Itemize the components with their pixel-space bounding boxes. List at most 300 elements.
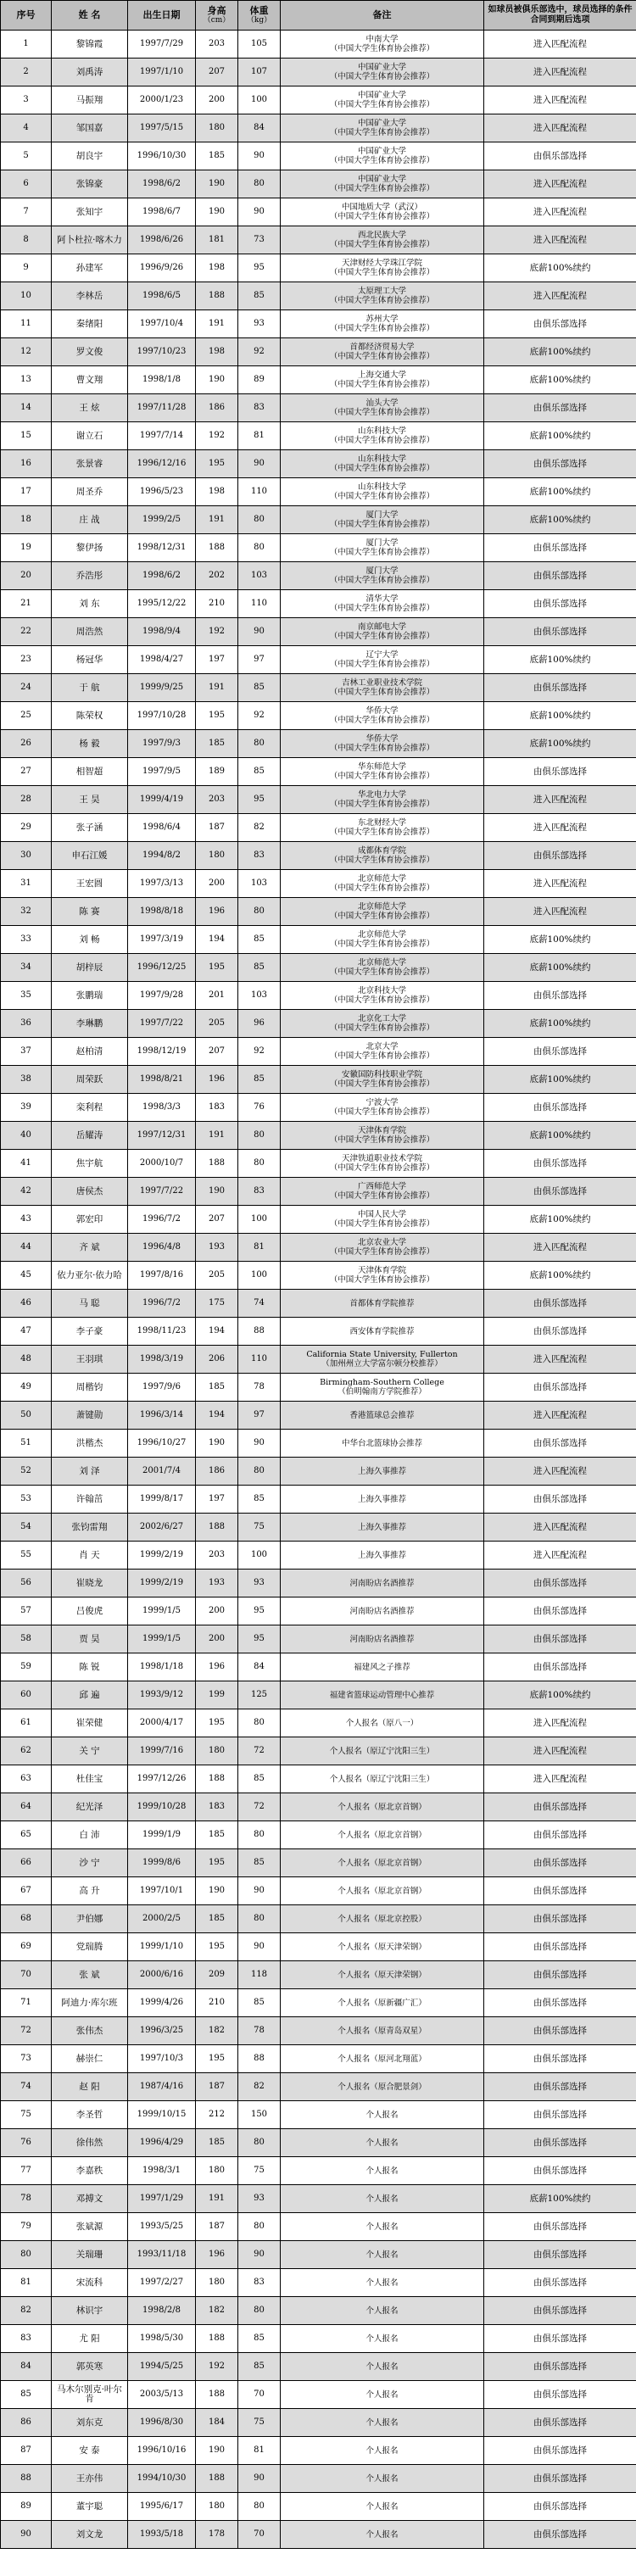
weight-value: 80	[238, 2129, 281, 2157]
note-cell	[281, 1122, 484, 1150]
note-cell	[281, 646, 484, 674]
note-cell	[281, 2157, 484, 2185]
contract-option: 底薪100%续约	[484, 1066, 636, 1094]
row-number: 38	[1, 1066, 52, 1094]
row-number: 70	[1, 1961, 52, 1989]
note-line-1: 中国矿业大学	[357, 91, 406, 100]
contract-option: 底薪100%续约	[484, 730, 636, 758]
contract-option: 底薪100%续约	[484, 1206, 636, 1234]
height-value: 188	[196, 282, 238, 310]
row-number: 48	[1, 1346, 52, 1374]
height-value: 195	[196, 954, 238, 982]
weight-value: 90	[238, 1877, 281, 1905]
note-cell	[281, 674, 484, 702]
weight-value: 90	[238, 2465, 281, 2493]
weight-value: 82	[238, 2073, 281, 2101]
row-number: 53	[1, 1486, 52, 1514]
note-line-2: （中国大学生体育协会推荐）	[329, 632, 435, 641]
height-value: 200	[196, 86, 238, 114]
note-line-1: 个人报名	[365, 2278, 399, 2288]
contract-option: 由俱乐部选择	[484, 758, 636, 786]
table-row	[1, 114, 636, 142]
weight-value: 83	[238, 842, 281, 870]
weight-value: 95	[238, 786, 281, 814]
player-name: 张子涵	[52, 814, 128, 842]
player-name: 李林岳	[52, 282, 128, 310]
row-number: 21	[1, 590, 52, 618]
note-line-1: 个人报名	[365, 2194, 399, 2204]
player-name: 纪光泽	[52, 1793, 128, 1821]
row-number: 36	[1, 1010, 52, 1038]
height-value: 181	[196, 226, 238, 254]
row-number: 14	[1, 394, 52, 422]
player-name: 唐侯杰	[52, 1178, 128, 1206]
note-cell	[281, 338, 484, 366]
contract-option: 底薪100%续约	[484, 954, 636, 982]
weight-value: 85	[238, 926, 281, 954]
contract-option: 由俱乐部选择	[484, 1318, 636, 1346]
birth-date: 1997/10/23	[128, 338, 196, 366]
note-line-2: （伯明翰南方学院推荐）	[338, 1387, 427, 1397]
height-value: 200	[196, 1597, 238, 1625]
row-number: 74	[1, 2073, 52, 2101]
player-name: 阿卜杜拉·喀木力	[52, 226, 128, 254]
header-height	[196, 1, 238, 31]
birth-date: 1987/4/16	[128, 2073, 196, 2101]
player-name: 林识宇	[52, 2297, 128, 2325]
player-name: 周浩然	[52, 618, 128, 646]
note-line-1: 西安体育学院推荐	[349, 1326, 415, 1336]
height-value: 182	[196, 2017, 238, 2045]
note-cell	[281, 59, 484, 86]
row-number: 54	[1, 1514, 52, 1542]
contract-option: 进入匹配流程	[484, 898, 636, 926]
birth-date: 1996/7/2	[128, 1206, 196, 1234]
weight-value: 97	[238, 646, 281, 674]
note-line-1: 河南盼店名酒推荐	[349, 1606, 415, 1616]
height-value: 194	[196, 1402, 238, 1430]
note-line-1: 香港篮球总会推荐	[349, 1410, 415, 1420]
birth-date: 1996/9/26	[128, 254, 196, 282]
birth-date: 1999/2/19	[128, 1542, 196, 1570]
note-cell	[281, 2185, 484, 2213]
note-line-1: 个人报名（原天津荣钢）	[338, 1942, 427, 1952]
table-row	[1, 1542, 636, 1570]
header-note: 备注	[281, 1, 484, 31]
note-cell	[281, 1374, 484, 1402]
height-value: 197	[196, 1486, 238, 1514]
table-row	[1, 898, 636, 926]
note-cell	[281, 478, 484, 506]
contract-option: 由俱乐部选择	[484, 1989, 636, 2017]
header-dob: 出生日期	[128, 1, 196, 31]
header-row	[1, 1, 636, 31]
birth-date: 2001/7/4	[128, 1458, 196, 1486]
table-row	[1, 2213, 636, 2241]
row-number: 3	[1, 86, 52, 114]
note-cell	[281, 1038, 484, 1066]
weight-value: 78	[238, 2017, 281, 2045]
weight-value: 80	[238, 1905, 281, 1933]
player-name: 栾利程	[52, 1094, 128, 1122]
weight-value: 110	[238, 478, 281, 506]
weight-value: 90	[238, 142, 281, 170]
note-line-2: （中国大学生体育协会推荐）	[329, 464, 435, 473]
height-value: 191	[196, 506, 238, 534]
weight-value: 74	[238, 1290, 281, 1318]
birth-date: 1996/7/2	[128, 1290, 196, 1318]
player-name: 崔荣健	[52, 1709, 128, 1737]
note-line-2: （中国大学生体育协会推荐）	[329, 324, 435, 333]
birth-date: 1999/2/5	[128, 506, 196, 534]
note-cell	[281, 842, 484, 870]
birth-date: 2002/6/27	[128, 1514, 196, 1542]
note-cell	[281, 2353, 484, 2381]
weight-value: 84	[238, 114, 281, 142]
height-value: 186	[196, 1458, 238, 1486]
note-line-1: 个人报名	[365, 2445, 399, 2456]
note-cell	[281, 1989, 484, 2017]
contract-option: 底薪100%续约	[484, 366, 636, 394]
height-value: 207	[196, 59, 238, 86]
birth-date: 1999/10/15	[128, 2101, 196, 2129]
birth-date: 1997/8/16	[128, 1262, 196, 1290]
birth-date: 1997/12/26	[128, 1765, 196, 1793]
note-line-2: （中国大学生体育协会推荐）	[329, 492, 435, 501]
note-line-1: 个人报名（原北京首钢）	[338, 1886, 427, 1896]
table-row	[1, 1933, 636, 1961]
birth-date: 1998/5/30	[128, 2325, 196, 2353]
note-cell	[281, 2381, 484, 2409]
birth-date: 1997/3/13	[128, 870, 196, 898]
player-name: 宋流科	[52, 2269, 128, 2297]
weight-value: 85	[238, 2353, 281, 2381]
row-number: 19	[1, 534, 52, 562]
table-row	[1, 954, 636, 982]
weight-value: 82	[238, 814, 281, 842]
row-number: 46	[1, 1290, 52, 1318]
player-name: 李子豪	[52, 1318, 128, 1346]
note-line-2: （中国大学生体育协会推荐）	[329, 995, 435, 1005]
row-number: 76	[1, 2129, 52, 2157]
row-number: 65	[1, 1821, 52, 1849]
note-line-2: （中国大学生体育协会推荐）	[329, 1135, 435, 1145]
note-cell	[281, 1765, 484, 1793]
note-cell	[281, 1653, 484, 1681]
table-row	[1, 2493, 636, 2521]
table-row	[1, 1010, 636, 1038]
note-line-1: 天津体育学院	[357, 1266, 406, 1275]
birth-date: 1999/1/10	[128, 1933, 196, 1961]
weight-value: 110	[238, 1346, 281, 1374]
contract-option: 底薪100%续约	[484, 338, 636, 366]
note-line-1: 北京师范大学	[357, 902, 406, 912]
note-line-1: 个人报名	[365, 2166, 399, 2176]
table-row	[1, 646, 636, 674]
birth-date: 1998/1/8	[128, 366, 196, 394]
note-line-1: 宁波大学	[365, 1098, 399, 1107]
note-cell	[281, 814, 484, 842]
height-value: 201	[196, 982, 238, 1010]
table-row	[1, 478, 636, 506]
birth-date: 1996/10/30	[128, 142, 196, 170]
contract-option: 进入匹配流程	[484, 870, 636, 898]
row-number: 82	[1, 2297, 52, 2325]
contract-option: 底薪100%续约	[484, 1010, 636, 1038]
table-row	[1, 1570, 636, 1597]
table-row	[1, 2185, 636, 2213]
row-number: 42	[1, 1178, 52, 1206]
note-line-1: 南京邮电大学	[357, 622, 406, 632]
header-height-unit: （cm）	[203, 16, 231, 25]
note-cell	[281, 86, 484, 114]
contract-option: 由俱乐部选择	[484, 2045, 636, 2073]
weight-value: 80	[238, 1122, 281, 1150]
height-value: 175	[196, 1290, 238, 1318]
birth-date: 1997/10/1	[128, 1877, 196, 1905]
table-row	[1, 170, 636, 198]
height-value: 182	[196, 2297, 238, 2325]
weight-value: 80	[238, 2493, 281, 2521]
note-line-2: （中国大学生体育协会推荐）	[329, 212, 435, 221]
birth-date: 1993/9/12	[128, 1681, 196, 1709]
note-line-2: （中国大学生体育协会推荐）	[329, 716, 435, 725]
weight-value: 81	[238, 1234, 281, 1262]
row-number: 10	[1, 282, 52, 310]
note-line-1: 华东师范大学	[357, 762, 406, 772]
table-row	[1, 310, 636, 338]
note-line-2: （中国大学生体育协会推荐）	[329, 128, 435, 137]
row-number: 26	[1, 730, 52, 758]
contract-option: 进入匹配流程	[484, 786, 636, 814]
note-line-2: （中国大学生体育协会推荐）	[329, 912, 435, 921]
birth-date: 1998/3/1	[128, 2157, 196, 2185]
height-value: 183	[196, 1094, 238, 1122]
player-name: 张鹏瑞	[52, 982, 128, 1010]
weight-value: 81	[238, 422, 281, 450]
note-line-1: 个人报名	[365, 2361, 399, 2372]
note-cell	[281, 1430, 484, 1458]
height-value: 184	[196, 2409, 238, 2437]
note-line-2: （中国大学生体育协会推荐）	[329, 576, 435, 585]
note-line-1: 个人报名	[365, 2529, 399, 2540]
contract-option: 底薪100%续约	[484, 422, 636, 450]
note-line-2: （中国大学生体育协会推荐）	[329, 660, 435, 669]
row-number: 28	[1, 786, 52, 814]
contract-option: 由俱乐部选择	[484, 2101, 636, 2129]
note-line-1: 个人报名（原辽宁沈阳三生）	[329, 1774, 435, 1784]
birth-date: 1999/1/5	[128, 1625, 196, 1653]
note-cell	[281, 1793, 484, 1821]
contract-option: 由俱乐部选择	[484, 1430, 636, 1458]
row-number: 51	[1, 1430, 52, 1458]
birth-date: 2000/2/5	[128, 1905, 196, 1933]
note-cell	[281, 1625, 484, 1653]
height-value: 209	[196, 1961, 238, 1989]
note-line-1: 汕头大学	[365, 399, 399, 408]
note-cell	[281, 1234, 484, 1262]
note-line-1: 上海久事推荐	[357, 1550, 406, 1560]
row-number: 58	[1, 1625, 52, 1653]
note-line-1: California State University, Fullerton	[306, 1350, 458, 1359]
note-cell	[281, 2101, 484, 2129]
contract-option: 底薪100%续约	[484, 478, 636, 506]
note-line-1: 成都体育学院	[357, 846, 406, 856]
row-number: 6	[1, 170, 52, 198]
contract-option: 由俱乐部选择	[484, 562, 636, 590]
contract-option: 由俱乐部选择	[484, 1178, 636, 1206]
note-line-1: 个人报名（原北京控股）	[338, 1914, 427, 1924]
player-name: 刘 畅	[52, 926, 128, 954]
note-cell	[281, 1150, 484, 1178]
player-name: 杨冠华	[52, 646, 128, 674]
player-name: 孙建军	[52, 254, 128, 282]
row-number: 34	[1, 954, 52, 982]
note-cell	[281, 422, 484, 450]
weight-value: 80	[238, 1458, 281, 1486]
height-value: 203	[196, 31, 238, 59]
height-value: 199	[196, 1681, 238, 1709]
height-value: 188	[196, 534, 238, 562]
height-value: 188	[196, 2325, 238, 2353]
player-name: 尹伯娜	[52, 1905, 128, 1933]
note-line-1: 河南盼店名酒推荐	[349, 1578, 415, 1588]
table-row	[1, 982, 636, 1010]
row-number: 80	[1, 2241, 52, 2269]
note-line-2: （中国大学生体育协会推荐）	[329, 240, 435, 249]
table-row	[1, 1681, 636, 1709]
player-name: 邱 遍	[52, 1681, 128, 1709]
note-line-2: （中国大学生体育协会推荐）	[329, 184, 435, 193]
note-line-2: （中国大学生体育协会推荐）	[329, 800, 435, 809]
note-line-1: 广西师范大学	[357, 1182, 406, 1191]
contract-option: 进入匹配流程	[484, 1737, 636, 1765]
weight-value: 88	[238, 1318, 281, 1346]
note-cell	[281, 1178, 484, 1206]
contract-option: 由俱乐部选择	[484, 674, 636, 702]
birth-date: 1997/12/31	[128, 1122, 196, 1150]
table-row	[1, 1905, 636, 1933]
birth-date: 1998/12/19	[128, 1038, 196, 1066]
contract-option: 进入匹配流程	[484, 226, 636, 254]
table-row	[1, 59, 636, 86]
height-value: 212	[196, 2101, 238, 2129]
note-line-1: 北京化工大学	[357, 1014, 406, 1023]
note-line-1: 个人报名	[365, 2222, 399, 2232]
note-line-1: 中国矿业大学	[357, 147, 406, 156]
contract-option: 由俱乐部选择	[484, 1905, 636, 1933]
contract-option: 进入匹配流程	[484, 1234, 636, 1262]
weight-value: 105	[238, 31, 281, 59]
player-name: 李嘉秩	[52, 2157, 128, 2185]
player-name: 徐伟然	[52, 2129, 128, 2157]
row-number: 30	[1, 842, 52, 870]
height-value: 190	[196, 1877, 238, 1905]
contract-option: 由俱乐部选择	[484, 1793, 636, 1821]
note-cell	[281, 562, 484, 590]
row-number: 23	[1, 646, 52, 674]
table-row	[1, 1234, 636, 1262]
row-number: 52	[1, 1458, 52, 1486]
table-row	[1, 1821, 636, 1849]
table-row	[1, 618, 636, 646]
note-cell	[281, 2437, 484, 2465]
weight-value: 92	[238, 1038, 281, 1066]
height-value: 195	[196, 450, 238, 478]
player-name: 赫崇仁	[52, 2045, 128, 2073]
weight-value: 90	[238, 1933, 281, 1961]
player-name: 相智超	[52, 758, 128, 786]
birth-date: 1995/12/22	[128, 590, 196, 618]
header-option: 如球员被俱乐部选中，球员选择的条件合同到期后选项	[484, 1, 636, 31]
contract-option: 进入匹配流程	[484, 198, 636, 226]
birth-date: 1998/3/19	[128, 1346, 196, 1374]
weight-value: 110	[238, 590, 281, 618]
row-number: 18	[1, 506, 52, 534]
note-line-1: 个人报名（原河北翔蓝）	[338, 2054, 427, 2064]
note-line-1: 北京科技大学	[357, 986, 406, 995]
contract-option: 进入匹配流程	[484, 814, 636, 842]
birth-date: 1997/3/19	[128, 926, 196, 954]
player-name: 齐 斌	[52, 1234, 128, 1262]
note-line-1: 上海久事推荐	[357, 1466, 406, 1476]
note-cell	[281, 2409, 484, 2437]
birth-date: 1997/10/4	[128, 310, 196, 338]
note-line-1: 华侨大学	[365, 734, 399, 744]
weight-value: 72	[238, 1793, 281, 1821]
birth-date: 1997/10/3	[128, 2045, 196, 2073]
birth-date: 1997/1/10	[128, 59, 196, 86]
birth-date: 1998/8/21	[128, 1066, 196, 1094]
table-row	[1, 758, 636, 786]
table-row	[1, 2465, 636, 2493]
note-cell	[281, 1709, 484, 1737]
contract-option: 由俱乐部选择	[484, 2269, 636, 2297]
player-name: 崔晓龙	[52, 1570, 128, 1597]
weight-value: 75	[238, 2157, 281, 2185]
weight-value: 95	[238, 1597, 281, 1625]
height-value: 202	[196, 562, 238, 590]
height-value: 195	[196, 1849, 238, 1877]
table-row	[1, 254, 636, 282]
contract-option: 由俱乐部选择	[484, 2493, 636, 2521]
note-cell	[281, 2129, 484, 2157]
row-number: 49	[1, 1374, 52, 1402]
header-no: 序号	[1, 1, 52, 31]
player-name: 郭宏印	[52, 1206, 128, 1234]
note-cell	[281, 702, 484, 730]
note-cell	[281, 982, 484, 1010]
table-row	[1, 786, 636, 814]
note-cell	[281, 2269, 484, 2297]
row-number: 64	[1, 1793, 52, 1821]
note-line-1: 中国矿业大学	[357, 175, 406, 184]
table-row	[1, 1318, 636, 1346]
table-row	[1, 1709, 636, 1737]
table-row	[1, 86, 636, 114]
height-value: 190	[196, 198, 238, 226]
height-value: 205	[196, 1262, 238, 1290]
row-number: 47	[1, 1318, 52, 1346]
note-cell	[281, 758, 484, 786]
table-row	[1, 31, 636, 59]
note-line-1: 个人报名（原天津荣钢）	[338, 1970, 427, 1980]
table-row	[1, 814, 636, 842]
table-row	[1, 338, 636, 366]
row-number: 40	[1, 1122, 52, 1150]
contract-option: 由俱乐部选择	[484, 618, 636, 646]
contract-option: 由俱乐部选择	[484, 1597, 636, 1625]
